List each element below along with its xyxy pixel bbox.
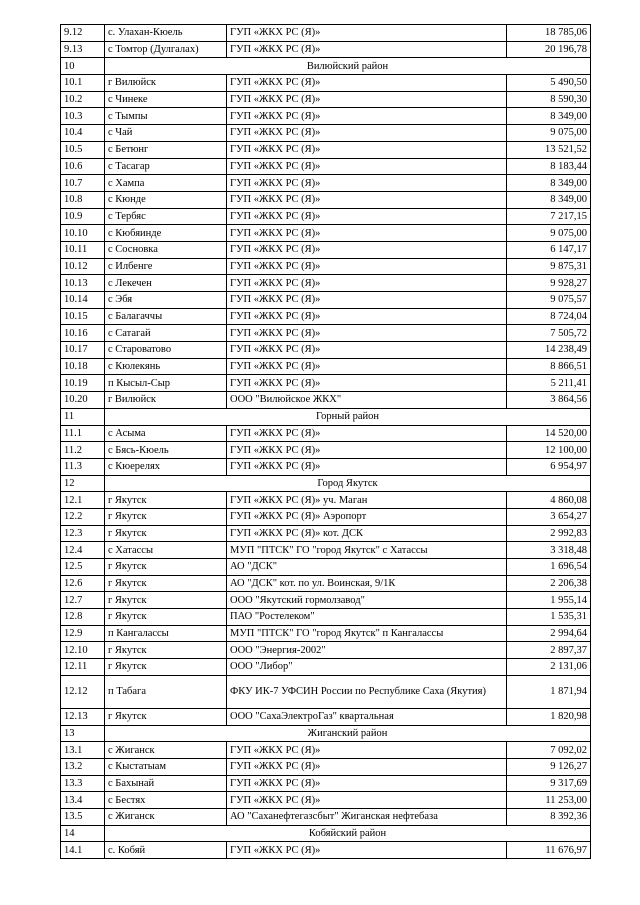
- organization-name: ООО "Вилюйское ЖКХ": [227, 392, 507, 409]
- region-number: 14: [61, 825, 105, 842]
- settlement-name: с Эбя: [105, 292, 227, 309]
- settlement-name: с Хампа: [105, 175, 227, 192]
- settlement-name: с Томтор (Дулгалах): [105, 41, 227, 58]
- row-number: 12.9: [61, 625, 105, 642]
- organization-name: МУП "ПТСК" ГО "город Якутск" с Хатассы: [227, 542, 507, 559]
- row-number: 10.10: [61, 225, 105, 242]
- table-row: [61, 575, 591, 592]
- document-page: [60, 24, 590, 859]
- settlement-name: г Вилюйск: [105, 392, 227, 409]
- organization-name: ГУП «ЖКХ РС (Я)»: [227, 425, 507, 442]
- region-name: Жиганский район: [105, 725, 591, 742]
- settlement-name: г Якутск: [105, 659, 227, 676]
- table-row: [61, 758, 591, 775]
- table-row: [61, 659, 591, 676]
- row-number: 10.16: [61, 325, 105, 342]
- table-row: [61, 191, 591, 208]
- region-number: 13: [61, 725, 105, 742]
- table-row: [61, 342, 591, 359]
- settlement-name: г Якутск: [105, 575, 227, 592]
- row-number: 12.5: [61, 559, 105, 576]
- tariff-value: 4 860,08: [507, 492, 591, 509]
- settlement-name: г Якутск: [105, 609, 227, 626]
- tariff-value: 9 928,27: [507, 275, 591, 292]
- settlement-name: с Бахынай: [105, 775, 227, 792]
- tariff-value: 2 994,64: [507, 625, 591, 642]
- row-number: 12.7: [61, 592, 105, 609]
- tariff-value: 3 864,56: [507, 392, 591, 409]
- tariff-value: 8 392,36: [507, 808, 591, 825]
- row-number: 10.5: [61, 141, 105, 158]
- settlement-name: с Бясь-Кюель: [105, 442, 227, 459]
- table-row: [61, 258, 591, 275]
- table-row: [61, 308, 591, 325]
- region-header-row: [61, 475, 591, 492]
- organization-name: ГУП «ЖКХ РС (Я)»: [227, 158, 507, 175]
- organization-name: ГУП «ЖКХ РС (Я)» Аэропорт: [227, 508, 507, 525]
- row-number: 10.15: [61, 308, 105, 325]
- tariff-value: 8 724,04: [507, 308, 591, 325]
- organization-name: ГУП «ЖКХ РС (Я)»: [227, 742, 507, 759]
- tariff-value: 14 238,49: [507, 342, 591, 359]
- tariff-value: 1 535,31: [507, 609, 591, 626]
- row-number: 10.9: [61, 208, 105, 225]
- organization-name: ГУП «ЖКХ РС (Я)»: [227, 358, 507, 375]
- row-number: 13.3: [61, 775, 105, 792]
- settlement-name: г Якутск: [105, 492, 227, 509]
- organization-name: ГУП «ЖКХ РС (Я)»: [227, 25, 507, 42]
- region-number: 11: [61, 408, 105, 425]
- row-number: 10.19: [61, 375, 105, 392]
- table-row: [61, 375, 591, 392]
- tariff-value: 8 349,00: [507, 191, 591, 208]
- table-row: [61, 358, 591, 375]
- tariff-value: 8 183,44: [507, 158, 591, 175]
- tariff-value: 20 196,78: [507, 41, 591, 58]
- tariff-value: 2 206,38: [507, 575, 591, 592]
- table-row: [61, 292, 591, 309]
- row-number: 10.3: [61, 108, 105, 125]
- table-row: [61, 625, 591, 642]
- table-row: [61, 175, 591, 192]
- row-number: 10.6: [61, 158, 105, 175]
- settlement-name: с Асыма: [105, 425, 227, 442]
- tariff-value: 8 349,00: [507, 108, 591, 125]
- table-row: [61, 241, 591, 258]
- row-number: 10.12: [61, 258, 105, 275]
- organization-name: АО "Саханефтегазсбыт" Жиганская нефтебаза: [227, 808, 507, 825]
- settlement-name: г Якутск: [105, 508, 227, 525]
- tariff-value: 1 871,94: [507, 675, 591, 708]
- organization-name: ГУП «ЖКХ РС (Я)»: [227, 292, 507, 309]
- organization-name: ГУП «ЖКХ РС (Я)»: [227, 41, 507, 58]
- row-number: 13.5: [61, 808, 105, 825]
- tariff-table: [60, 24, 591, 859]
- row-number: 12.12: [61, 675, 105, 708]
- settlement-name: с Кюлекянь: [105, 358, 227, 375]
- organization-name: ГУП «ЖКХ РС (Я)»: [227, 75, 507, 92]
- row-number: 12.11: [61, 659, 105, 676]
- row-number: 10.18: [61, 358, 105, 375]
- row-number: 14.1: [61, 842, 105, 859]
- row-number: 11.1: [61, 425, 105, 442]
- row-number: 11.3: [61, 458, 105, 475]
- table-row: [61, 842, 591, 859]
- region-header-row: [61, 408, 591, 425]
- organization-name: ГУП «ЖКХ РС (Я)»: [227, 442, 507, 459]
- table-row: [61, 458, 591, 475]
- organization-name: ГУП «ЖКХ РС (Я)» кот. ДСК: [227, 525, 507, 542]
- settlement-name: с Тасагар: [105, 158, 227, 175]
- tariff-value: 5 211,41: [507, 375, 591, 392]
- table-row: [61, 542, 591, 559]
- settlement-name: г Якутск: [105, 708, 227, 725]
- row-number: 10.2: [61, 91, 105, 108]
- table-row: [61, 675, 591, 708]
- row-number: 11.2: [61, 442, 105, 459]
- tariff-value: 9 075,00: [507, 225, 591, 242]
- table-row: [61, 41, 591, 58]
- row-number: 10.11: [61, 241, 105, 258]
- settlement-name: п Табага: [105, 675, 227, 708]
- settlement-name: г Якутск: [105, 525, 227, 542]
- region-name: Горный район: [105, 408, 591, 425]
- row-number: 10.1: [61, 75, 105, 92]
- organization-name: ГУП «ЖКХ РС (Я)»: [227, 191, 507, 208]
- organization-name: ГУП «ЖКХ РС (Я)»: [227, 275, 507, 292]
- organization-name: МУП "ПТСК" ГО "город Якутск" п Кангаласcы: [227, 625, 507, 642]
- row-number: 10.8: [61, 191, 105, 208]
- organization-name: ГУП «ЖКХ РС (Я)»: [227, 141, 507, 158]
- row-number: 10.14: [61, 292, 105, 309]
- tariff-value: 2 992,83: [507, 525, 591, 542]
- table-row: [61, 742, 591, 759]
- tariff-value: 8 866,51: [507, 358, 591, 375]
- tariff-value: 8 590,30: [507, 91, 591, 108]
- row-number: 10.13: [61, 275, 105, 292]
- row-number: 9.13: [61, 41, 105, 58]
- organization-name: ГУП «ЖКХ РС (Я)»: [227, 108, 507, 125]
- region-header-row: [61, 58, 591, 75]
- organization-name: ГУП «ЖКХ РС (Я)»: [227, 258, 507, 275]
- organization-name: ГУП «ЖКХ РС (Я)»: [227, 842, 507, 859]
- organization-name: ГУП «ЖКХ РС (Я)»: [227, 208, 507, 225]
- settlement-name: с Тербяс: [105, 208, 227, 225]
- organization-name: АО "ДСК": [227, 559, 507, 576]
- tariff-value: 18 785,06: [507, 25, 591, 42]
- organization-name: ГУП «ЖКХ РС (Я)»: [227, 125, 507, 142]
- table-row: [61, 225, 591, 242]
- tariff-value: 1 955,14: [507, 592, 591, 609]
- organization-name: ФКУ ИК-7 УФСИН России по Республике Саха (Якутия): [227, 675, 507, 708]
- row-number: 10.7: [61, 175, 105, 192]
- tariff-value: 3 654,27: [507, 508, 591, 525]
- row-number: 9.12: [61, 25, 105, 42]
- tariff-value: 12 100,00: [507, 442, 591, 459]
- table-row: [61, 492, 591, 509]
- tariff-value: 5 490,50: [507, 75, 591, 92]
- row-number: 12.4: [61, 542, 105, 559]
- organization-name: ПАО "Ростелеком": [227, 609, 507, 626]
- tariff-value: 7 217,15: [507, 208, 591, 225]
- table-row: [61, 508, 591, 525]
- tariff-value: 1 820,98: [507, 708, 591, 725]
- settlement-name: с Сатагай: [105, 325, 227, 342]
- settlement-name: г Якутск: [105, 592, 227, 609]
- settlement-name: г Якутск: [105, 642, 227, 659]
- tariff-value: 2 131,06: [507, 659, 591, 676]
- row-number: 12.13: [61, 708, 105, 725]
- table-row: [61, 708, 591, 725]
- settlement-name: с Хатассы: [105, 542, 227, 559]
- organization-name: ГУП «ЖКХ РС (Я)»: [227, 325, 507, 342]
- organization-name: ООО "СахаЭлектроГаз" квартальная: [227, 708, 507, 725]
- tariff-value: 13 521,52: [507, 141, 591, 158]
- organization-name: ГУП «ЖКХ РС (Я)»: [227, 792, 507, 809]
- settlement-name: с Жиганск: [105, 808, 227, 825]
- row-number: 12.2: [61, 508, 105, 525]
- row-number: 12.1: [61, 492, 105, 509]
- organization-name: ООО "Либор": [227, 659, 507, 676]
- table-row: [61, 525, 591, 542]
- organization-name: ГУП «ЖКХ РС (Я)»: [227, 342, 507, 359]
- settlement-name: с. Улахан-Кюель: [105, 25, 227, 42]
- table-row: [61, 325, 591, 342]
- table-row: [61, 792, 591, 809]
- row-number: 10.20: [61, 392, 105, 409]
- settlement-name: с Сосновка: [105, 241, 227, 258]
- tariff-value: 9 075,00: [507, 125, 591, 142]
- region-header-row: [61, 725, 591, 742]
- settlement-name: г Вилюйск: [105, 75, 227, 92]
- table-row: [61, 75, 591, 92]
- region-name: Вилюйский район: [105, 58, 591, 75]
- table-row: [61, 91, 591, 108]
- organization-name: ГУП «ЖКХ РС (Я)»: [227, 91, 507, 108]
- settlement-name: с Кюерелях: [105, 458, 227, 475]
- tariff-value: 14 520,00: [507, 425, 591, 442]
- organization-name: ГУП «ЖКХ РС (Я)»: [227, 241, 507, 258]
- table-row: [61, 125, 591, 142]
- table-row: [61, 808, 591, 825]
- settlement-name: п Кангаласcы: [105, 625, 227, 642]
- tariff-value: 1 696,54: [507, 559, 591, 576]
- settlement-name: с Бетюнг: [105, 141, 227, 158]
- tariff-value: 9 317,69: [507, 775, 591, 792]
- row-number: 12.6: [61, 575, 105, 592]
- organization-name: АО "ДСК" кот. по ул. Воинская, 9/1К: [227, 575, 507, 592]
- settlement-name: с Бестях: [105, 792, 227, 809]
- settlement-name: с Кыстатыам: [105, 758, 227, 775]
- tariff-value: 7 505,72: [507, 325, 591, 342]
- tariff-value: 2 897,37: [507, 642, 591, 659]
- organization-name: ГУП «ЖКХ РС (Я)»: [227, 758, 507, 775]
- tariff-table-body: [61, 25, 591, 859]
- organization-name: ГУП «ЖКХ РС (Я)»: [227, 225, 507, 242]
- organization-name: ГУП «ЖКХ РС (Я)»: [227, 175, 507, 192]
- settlement-name: с Кюбяинде: [105, 225, 227, 242]
- settlement-name: с Староватово: [105, 342, 227, 359]
- organization-name: ГУП «ЖКХ РС (Я)»: [227, 375, 507, 392]
- tariff-value: 6 954,97: [507, 458, 591, 475]
- organization-name: ГУП «ЖКХ РС (Я)»: [227, 458, 507, 475]
- table-row: [61, 425, 591, 442]
- table-row: [61, 208, 591, 225]
- tariff-value: 3 318,48: [507, 542, 591, 559]
- settlement-name: с Лекечен: [105, 275, 227, 292]
- table-row: [61, 775, 591, 792]
- tariff-value: 9 875,31: [507, 258, 591, 275]
- tariff-value: 9 075,57: [507, 292, 591, 309]
- tariff-value: 9 126,27: [507, 758, 591, 775]
- tariff-value: 8 349,00: [507, 175, 591, 192]
- organization-name: ГУП «ЖКХ РС (Я)» уч. Маган: [227, 492, 507, 509]
- row-number: 13.1: [61, 742, 105, 759]
- row-number: 12.3: [61, 525, 105, 542]
- settlement-name: с Чай: [105, 125, 227, 142]
- row-number: 10.17: [61, 342, 105, 359]
- tariff-value: 6 147,17: [507, 241, 591, 258]
- table-row: [61, 141, 591, 158]
- organization-name: ГУП «ЖКХ РС (Я)»: [227, 775, 507, 792]
- region-header-row: [61, 825, 591, 842]
- region-number: 12: [61, 475, 105, 492]
- table-row: [61, 559, 591, 576]
- settlement-name: с Кюнде: [105, 191, 227, 208]
- table-row: [61, 609, 591, 626]
- tariff-value: 11 253,00: [507, 792, 591, 809]
- tariff-value: 7 092,02: [507, 742, 591, 759]
- settlement-name: с Тымпы: [105, 108, 227, 125]
- region-name: Кобяйский район: [105, 825, 591, 842]
- table-row: [61, 592, 591, 609]
- row-number: 12.10: [61, 642, 105, 659]
- tariff-value: 11 676,97: [507, 842, 591, 859]
- organization-name: ООО "Якутский гормолзавод": [227, 592, 507, 609]
- row-number: 12.8: [61, 609, 105, 626]
- table-row: [61, 642, 591, 659]
- row-number: 13.4: [61, 792, 105, 809]
- organization-name: ГУП «ЖКХ РС (Я)»: [227, 308, 507, 325]
- settlement-name: с Илбенге: [105, 258, 227, 275]
- table-row: [61, 442, 591, 459]
- settlement-name: с. Кобяй: [105, 842, 227, 859]
- table-row: [61, 108, 591, 125]
- settlement-name: с Жиганск: [105, 742, 227, 759]
- row-number: 10.4: [61, 125, 105, 142]
- table-row: [61, 158, 591, 175]
- region-name: Город Якутск: [105, 475, 591, 492]
- settlement-name: г Якутск: [105, 559, 227, 576]
- settlement-name: с Чинеке: [105, 91, 227, 108]
- table-row: [61, 25, 591, 42]
- table-row: [61, 275, 591, 292]
- organization-name: ООО "Энергия-2002": [227, 642, 507, 659]
- row-number: 13.2: [61, 758, 105, 775]
- settlement-name: п Кысыл-Сыр: [105, 375, 227, 392]
- settlement-name: с Балагаччы: [105, 308, 227, 325]
- table-row: [61, 392, 591, 409]
- region-number: 10: [61, 58, 105, 75]
